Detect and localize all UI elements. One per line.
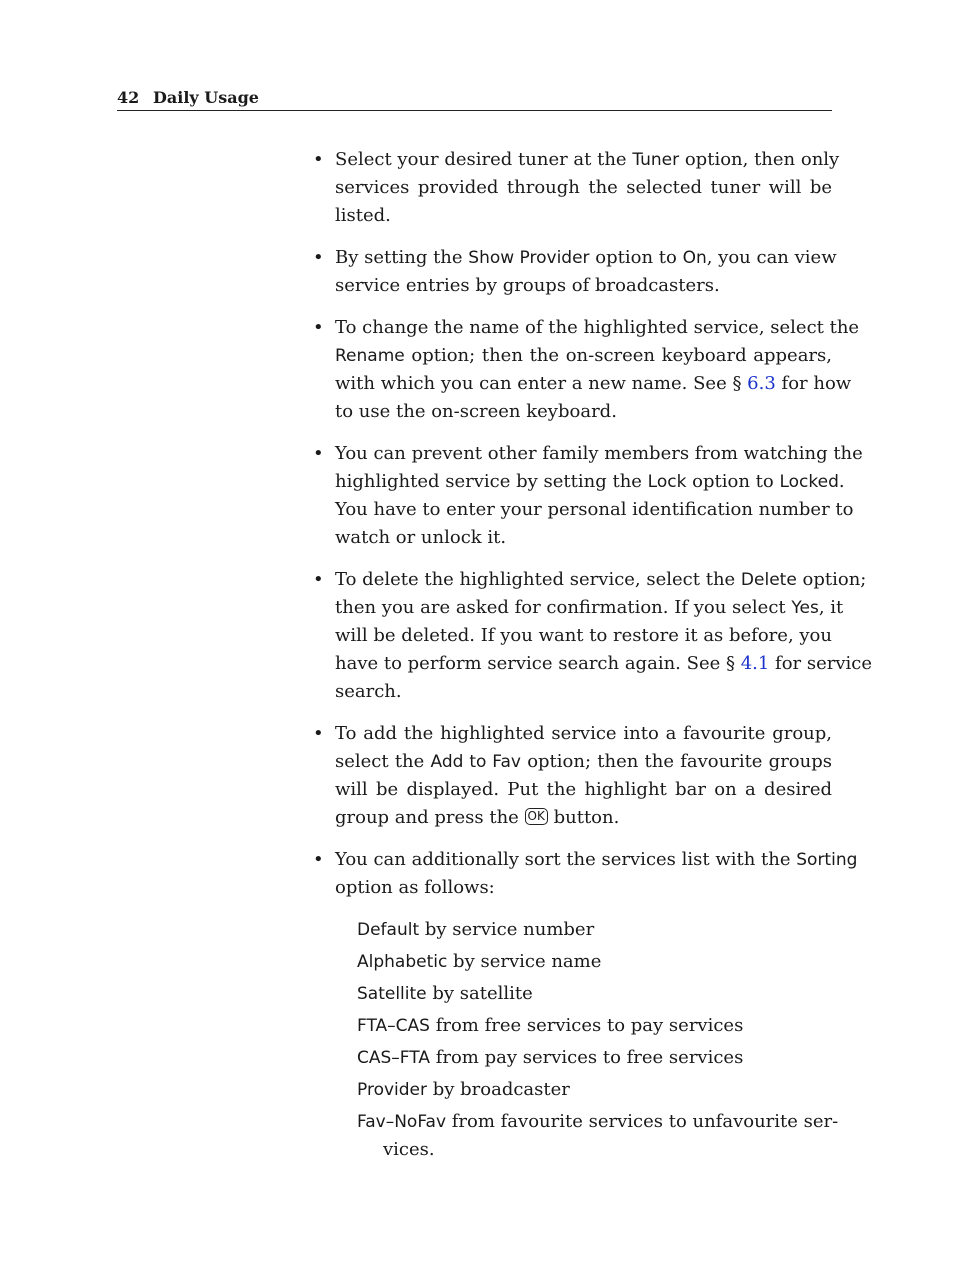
text-line [335,524,832,552]
sorting-option [357,916,832,944]
sort-description: from pay services to free services [429,1047,744,1068]
sort-description: from free services to pay services [429,1015,744,1036]
sorting-options-list [313,916,839,1164]
text-run: with which you can enter a new name. See § [335,373,748,394]
text-line [335,678,832,706]
sort-key: Default [357,920,420,940]
bullet-marker: • [313,849,324,870]
option-name: Sorting [796,850,858,870]
text-run: option, then only [679,149,840,170]
sort-description: by broadcaster [427,1079,570,1100]
text-run: have to perform service search again. See § [335,653,741,674]
body-text [313,146,873,1168]
text-line [335,314,860,342]
text-run: highlighted service by setting the [335,471,648,492]
text-run: , you can view [706,247,837,268]
text-run: By setting the [335,247,469,268]
sorting-option [357,980,832,1008]
text-line [335,566,867,594]
sort-description: by service number [419,919,595,940]
running-header [117,86,832,111]
sort-key: FTA–CAS [357,1016,430,1036]
text-run: Select your desired tuner at the [335,149,633,170]
sort-description: by satellite [426,983,533,1004]
option-name: Add to Fav [430,752,521,772]
text-run: button. [547,807,620,828]
text-line [335,650,873,678]
text-line [335,202,832,230]
bullet-item [313,566,873,706]
sort-key: Alphabetic [357,952,448,972]
text-run: services provided through the selected tuner will be [335,177,832,198]
text-line [335,846,858,874]
text-run: to use the on-screen keyboard. [335,401,617,422]
text-line [335,398,832,426]
sort-description: by service name [447,951,602,972]
text-line [335,748,832,776]
text-run: option; [796,569,867,590]
sort-description-continued: vices. [383,1139,435,1160]
text-line [335,146,840,174]
text-run: will be deleted. If you want to restore it as before, you [335,625,832,646]
option-name: Lock [647,472,687,492]
option-name: Tuner [632,150,680,170]
sorting-option [357,1108,839,1164]
bullet-marker: • [313,723,324,744]
ok-key-icon: OK [525,808,548,825]
text-run: To change the name of the highlighted service, select the [335,317,860,338]
bullet-item [313,440,863,552]
text-run: , it [818,597,844,618]
option-name: Rename [335,346,405,366]
sorting-option [357,948,832,976]
text-line [335,496,854,524]
text-run: You can prevent other family members from watching the [335,443,863,464]
text-line [335,594,844,622]
text-line [335,272,832,300]
text-run: . [838,471,845,492]
bullet-item [313,146,840,230]
text-run: for how [775,373,852,394]
text-run: To delete the highlighted service, select the [335,569,741,590]
text-run: listed. [335,205,391,226]
sorting-option [357,1044,832,1072]
text-line [335,776,832,804]
option-name: Locked [779,472,839,492]
sorting-option [357,1076,832,1104]
page-number: 42 [117,88,140,107]
text-run: You can additionally sort the services list with the [335,849,797,870]
option-name: Yes [791,598,819,618]
text-run: group and press the [335,807,525,828]
text-line [335,342,832,370]
section-link[interactable]: 6.3 [747,373,776,394]
option-name: Delete [740,570,797,590]
option-name: Show Provider [468,248,590,268]
bullet-marker: • [313,569,324,590]
option-name: On [682,248,707,268]
sort-description: from favourite services to unfavourite ser- [446,1111,839,1132]
text-run: will be displayed. Put the highlight bar on a desired [335,779,832,800]
bullet-marker: • [313,247,324,268]
text-line [335,440,863,468]
sort-key: Provider [357,1080,427,1100]
sort-key: CAS–FTA [357,1048,430,1068]
text-line [335,174,832,202]
text-line [335,468,845,496]
text-run: option to [589,247,683,268]
text-run: select the [335,751,431,772]
text-run: option to [686,471,780,492]
text-line [335,370,852,398]
sort-key: Fav–NoFav [357,1112,447,1132]
text-run: search. [335,681,402,702]
sort-key: Satellite [357,984,427,1004]
bullet-item [313,846,858,902]
sorting-option [357,1012,832,1040]
chapter-title: Daily Usage [153,88,259,107]
bullet-item [313,314,860,426]
text-run: You have to enter your personal identification number to [335,499,854,520]
bullet-item [313,720,832,832]
text-run: option; then the on-screen keyboard appears, [404,345,832,366]
text-line [335,874,832,902]
text-run: To add the highlighted service into a favourite group, [335,723,832,744]
text-run: option; then the favourite groups [520,751,832,772]
text-line [335,622,832,650]
text-run: option as follows: [335,877,495,898]
text-run: watch or unlock it. [335,527,507,548]
bullet-marker: • [313,443,324,464]
bullet-marker: • [313,149,324,170]
section-link[interactable]: 4.1 [740,653,770,674]
text-line [335,804,832,832]
text-line [335,720,832,748]
text-run: then you are asked for confirmation. If you select [335,597,792,618]
text-line [335,244,837,272]
bullet-item [313,244,837,300]
bullet-marker: • [313,317,324,338]
text-run: service entries by groups of broadcasters. [335,275,720,296]
text-run: for service [769,653,873,674]
